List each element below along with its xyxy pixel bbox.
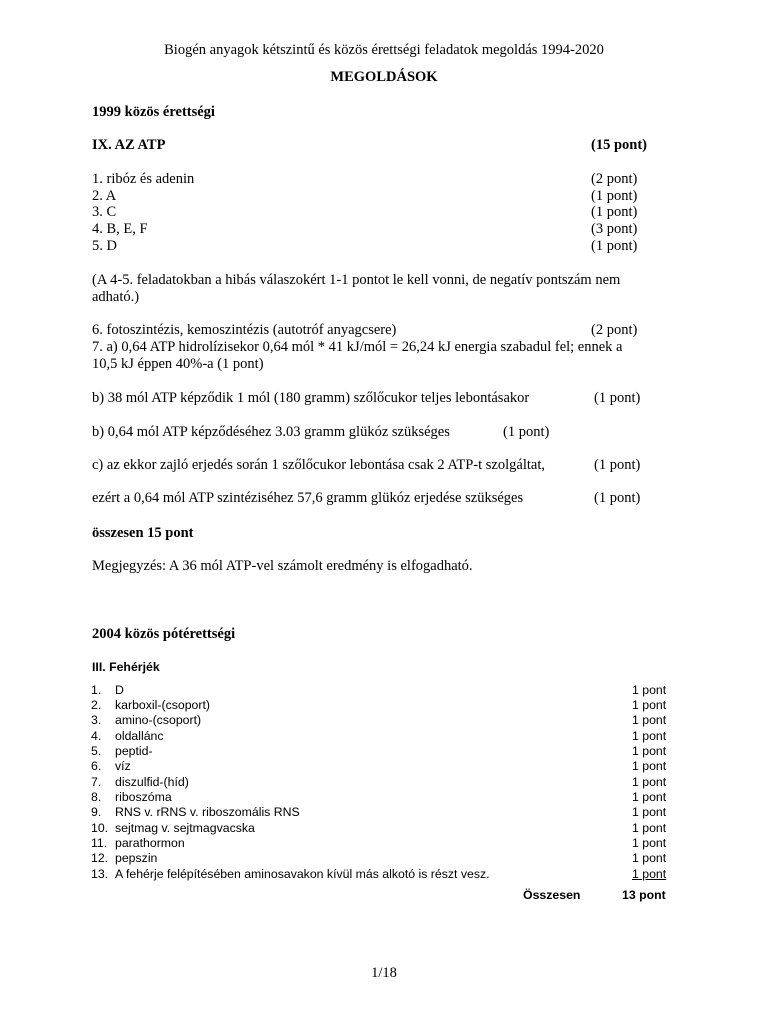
item-text: karboxil-(csoport) — [115, 698, 210, 712]
total-1999: összesen 15 pont — [92, 525, 194, 541]
section-subtitle: MEGOLDÁSOK — [330, 69, 438, 85]
item-points: 1 pont — [632, 729, 667, 743]
section-heading-2004: 2004 közös pótérettségi — [92, 626, 236, 642]
item-text: A fehérje felépítésében aminosavakon kívül más alkotó is részt vesz. — [115, 867, 490, 881]
answer-q7a-cont: 10,5 kJ éppen 40%-a (1 pont) — [92, 356, 264, 372]
answer-points: (3 pont) — [591, 221, 638, 237]
item-text: pepszin — [115, 851, 158, 865]
item-points: 1 pont — [632, 775, 667, 789]
item-points: 1 pont — [632, 744, 667, 758]
answer-q7a: 7. a) 0,64 ATP hidrolízisekor 0,64 mól * 41 kJ/mól = 26,24 kJ energia szabadul fel; ennek a — [92, 339, 623, 355]
page-number: 1/18 — [371, 965, 397, 981]
item-points: 1 pont — [632, 698, 667, 712]
item-number: 10. — [91, 821, 109, 835]
answer-text: 5. D — [92, 238, 117, 254]
item-points: 1 pont — [632, 836, 667, 850]
answer-q7b: b) 38 mól ATP képződik 1 mól (180 gramm) szőlőcukor teljes lebontásakor — [92, 390, 530, 406]
item-number: 4. — [91, 729, 102, 743]
answer-points: (2 pont) — [591, 171, 638, 187]
answer-q7c-cont: ezért a 0,64 mól ATP szintéziséhez 57,6 gramm glükóz erjedése szükséges — [92, 490, 524, 506]
item-points: 1 pont — [632, 713, 667, 727]
answer-q7c-points: (1 pont) — [594, 457, 641, 473]
answer-points: (1 pont) — [591, 238, 638, 254]
item-text: riboszóma — [115, 790, 172, 804]
item-number: 13. — [91, 867, 109, 881]
answer-points: (1 pont) — [591, 204, 638, 220]
total-value-2004: 13 pont — [622, 888, 666, 902]
scoring-note-cont: adható.) — [92, 289, 140, 305]
item-points: 1 pont — [632, 759, 667, 773]
item-text: sejtmag v. sejtmagvacska — [115, 821, 255, 835]
item-number: 3. — [91, 713, 102, 727]
item-points: 1 pont — [632, 851, 667, 865]
item-number: 6. — [91, 759, 102, 773]
answer-q7c-cont-points: (1 pont) — [594, 490, 641, 506]
document-title: Biogén anyagok kétszintű és közös érettségi feladatok megoldás 1994-2020 — [164, 42, 604, 58]
item-number: 12. — [91, 851, 109, 865]
item-points: 1 pont — [632, 790, 667, 804]
item-number: 5. — [91, 744, 102, 758]
item-number: 11. — [91, 836, 108, 850]
item-text: amino-(csoport) — [115, 713, 202, 727]
item-number: 1. — [91, 683, 102, 697]
remark-1999: Megjegyzés: A 36 mól ATP-vel számolt eredmény is elfogadható. — [92, 558, 473, 574]
item-points: 1 pont — [632, 683, 667, 697]
item-number: 2. — [91, 698, 102, 712]
answer-text: 4. B, E, F — [92, 221, 148, 237]
item-text: diszulfid-(híd) — [115, 775, 189, 789]
item-text: peptid- — [115, 744, 153, 758]
answer-text: 2. A — [92, 188, 117, 204]
task-title-proteins: III. Fehérjék — [92, 660, 160, 674]
answer-text: 1. ribóz és adenin — [92, 171, 195, 187]
item-number: 7. — [91, 775, 102, 789]
answer-q6: 6. fotoszintézis, kemoszintézis (autotróf anyagcsere) — [92, 322, 397, 338]
item-points: 1 pont — [632, 821, 667, 835]
answer-q7b-points: (1 pont) — [594, 390, 641, 406]
answer-q7c: c) az ekkor zajló erjedés során 1 szőlőcukor lebontása csak 2 ATP-t szolgáltat, — [92, 457, 545, 473]
item-text: oldallánc — [115, 729, 164, 743]
item-number: 8. — [91, 790, 102, 804]
answer-points: (1 pont) — [591, 188, 638, 204]
answer-text: 3. C — [92, 204, 117, 220]
task-title-atp: IX. AZ ATP — [92, 137, 166, 153]
answer-q7b2: b) 0,64 mól ATP képződéséhez 3.03 gramm glükóz szükséges — [92, 424, 450, 440]
item-text: RNS v. rRNS v. riboszomális RNS — [115, 805, 300, 819]
total-label-2004: Összesen — [523, 888, 581, 902]
item-points: 1 pont — [632, 805, 667, 819]
item-text: víz — [115, 759, 131, 773]
answer-q6-points: (2 pont) — [591, 322, 638, 338]
scoring-note: (A 4-5. feladatokban a hibás válaszokért 1-1 pontot le kell vonni, de negatív pontszám nem — [92, 272, 621, 288]
answer-q7b2-points: (1 pont) — [503, 424, 550, 440]
section-heading-1999: 1999 közös érettségi — [92, 104, 215, 120]
task-points-atp: (15 pont) — [591, 137, 647, 153]
item-text: D — [115, 683, 124, 697]
item-points: 1 pont — [632, 867, 667, 881]
item-number: 9. — [91, 805, 102, 819]
item-text: parathormon — [115, 836, 185, 850]
